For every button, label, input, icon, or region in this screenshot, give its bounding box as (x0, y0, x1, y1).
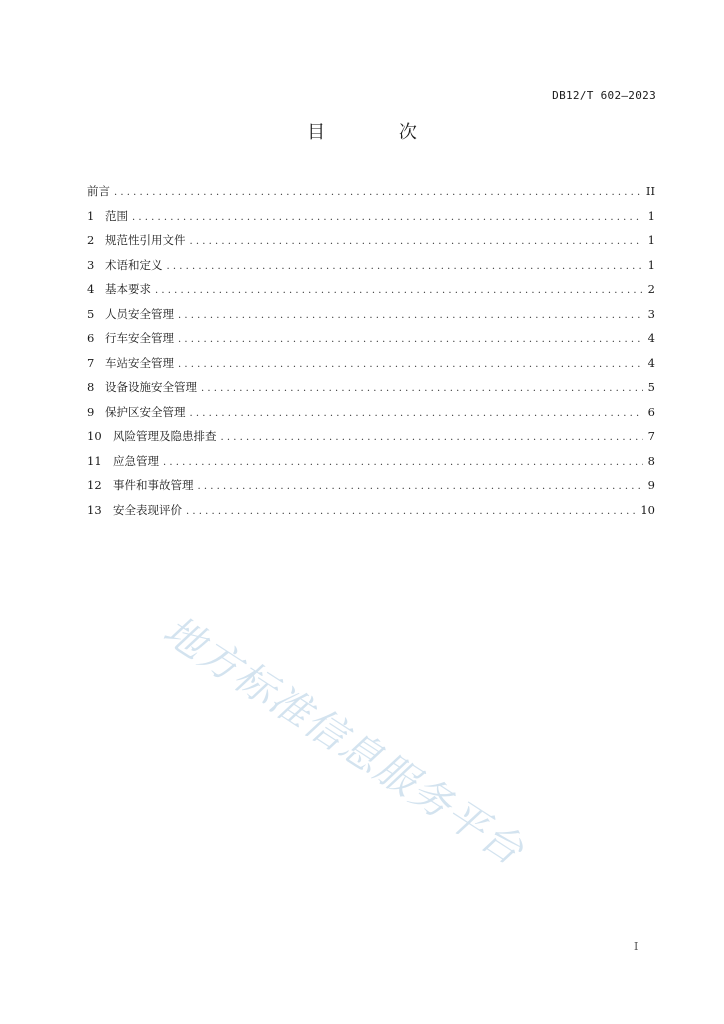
toc-entry[interactable] (87, 424, 655, 449)
toc-entry-number: 13 (87, 502, 102, 517)
toc-entry-page: 1 (647, 208, 655, 223)
toc-entry-label: 应急管理 (113, 453, 159, 468)
toc-entry-number: 5 (87, 306, 95, 321)
toc-entry-number: 4 (87, 282, 95, 296)
toc-entry-page: II (645, 184, 655, 198)
table-of-contents (87, 179, 655, 522)
toc-entry-label: 车站安全管理 (105, 355, 174, 370)
toc-leader-dots (221, 426, 644, 451)
watermark: 地方标准信息服务平台 (155, 607, 533, 875)
toc-entry-page: 10 (640, 502, 655, 517)
toc-entry[interactable] (87, 277, 655, 302)
toc-entry[interactable] (87, 228, 655, 253)
toc-leader-dots (201, 377, 643, 402)
toc-entry-label: 风险管理及隐患排查 (113, 429, 217, 443)
toc-entry-number: 11 (87, 453, 102, 468)
toc-leader-dots (198, 475, 644, 500)
toc-entry-page: 8 (647, 453, 655, 468)
toc-leader-dots (178, 328, 643, 353)
toc-entry-label: 前言 (87, 184, 110, 198)
toc-leader-dots (178, 353, 643, 378)
toc-entry-number: 2 (87, 233, 95, 247)
toc-entry-page: 4 (647, 355, 655, 370)
toc-entry-page: 9 (647, 478, 655, 492)
toc-entry[interactable] (87, 375, 655, 400)
toc-entry[interactable] (87, 498, 655, 523)
toc-entry[interactable] (87, 473, 655, 498)
page-number: I (634, 940, 639, 953)
toc-entry-label: 设备设施安全管理 (105, 380, 197, 394)
toc-entry-label: 术语和定义 (105, 257, 163, 272)
toc-leader-dots (167, 255, 644, 280)
toc-leader-dots (155, 279, 643, 304)
toc-entry-number: 10 (87, 429, 102, 443)
toc-entry-number: 6 (87, 331, 95, 345)
toc-leader-dots (190, 230, 644, 255)
toc-entry[interactable] (87, 400, 655, 425)
toc-leader-dots (186, 500, 636, 525)
toc-leader-dots (178, 304, 643, 329)
toc-leader-dots (132, 206, 643, 231)
toc-entry-label: 保护区安全管理 (105, 404, 186, 419)
toc-title: 目 次 (307, 122, 451, 143)
toc-entry[interactable] (87, 302, 655, 327)
toc-entry-number: 3 (87, 257, 95, 272)
toc-entry-page: 2 (647, 282, 655, 296)
toc-entry-label: 行车安全管理 (105, 331, 174, 345)
toc-entry-label: 安全表现评价 (113, 502, 182, 517)
toc-entry-page: 1 (647, 257, 655, 272)
toc-entry-number: 7 (87, 355, 95, 370)
document-code: DB12/T 602—2023 (552, 89, 656, 102)
toc-entry-label: 基本要求 (105, 282, 151, 296)
toc-entry[interactable] (87, 351, 655, 376)
toc-entry-label: 事件和事故管理 (113, 478, 194, 492)
toc-leader-dots (114, 181, 642, 206)
toc-leader-dots (163, 451, 643, 476)
toc-entry[interactable] (87, 204, 655, 229)
toc-leader-dots (190, 402, 644, 427)
toc-entry[interactable] (87, 449, 655, 474)
toc-entry-page: 3 (647, 306, 655, 321)
toc-entry[interactable] (87, 253, 655, 278)
toc-entry[interactable] (87, 179, 655, 204)
toc-entry-page: 5 (647, 380, 655, 394)
toc-entry-number: 1 (87, 208, 95, 223)
toc-entry-page: 7 (647, 429, 655, 443)
toc-entry-page: 6 (647, 404, 655, 419)
toc-entry-number: 12 (87, 478, 102, 492)
toc-entry-page: 4 (647, 331, 655, 345)
toc-entry-number: 9 (87, 404, 95, 419)
toc-entry-page: 1 (647, 233, 655, 247)
toc-entry-label: 规范性引用文件 (105, 233, 186, 247)
toc-entry-number: 8 (87, 380, 95, 394)
toc-entry[interactable] (87, 326, 655, 351)
toc-entry-label: 人员安全管理 (105, 306, 174, 321)
toc-entry-label: 范围 (105, 208, 128, 223)
